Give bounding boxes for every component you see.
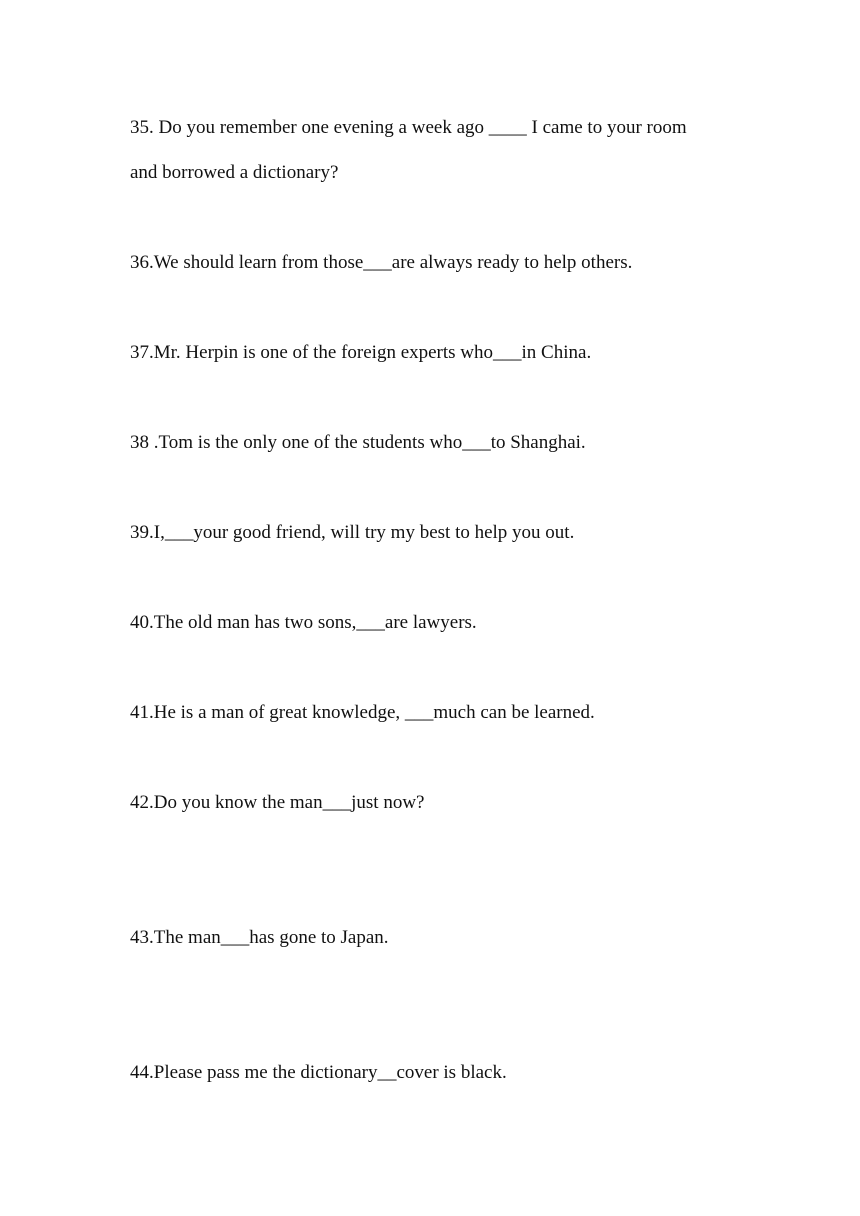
question-42-options-row-1 xyxy=(130,825,770,870)
question-41-stem: 41.He is a man of great knowledge, ___much can be learned. xyxy=(130,702,595,723)
question-37-options xyxy=(130,375,770,420)
question-list xyxy=(130,105,770,1095)
question-43-options-row-2 xyxy=(130,1005,770,1050)
question-44-stem: 44.Please pass me the dictionary__cover is black. xyxy=(130,1062,507,1083)
question-35-stem-line-2: and borrowed a dictionary? xyxy=(130,162,339,183)
question-36-options xyxy=(130,285,770,330)
question-36-stem: 36.We should learn from those___are always ready to help others. xyxy=(130,252,633,273)
question-37-stem: 37.Mr. Herpin is one of the foreign experts who___in China. xyxy=(130,342,592,363)
question-41-options xyxy=(130,735,770,780)
question-40-options xyxy=(130,645,770,690)
question-35-stem-line-1: 35. Do you remember one evening a week ago ____ I came to your room xyxy=(130,117,687,138)
question-42-stem: 42.Do you know the man___just now? xyxy=(130,792,425,813)
question-43-options-row-1 xyxy=(130,960,770,1005)
question-38-stem: 38 .Tom is the only one of the students who___to Shanghai. xyxy=(130,432,586,453)
question-35-options xyxy=(130,195,770,240)
question-39-stem: 39.I,___your good friend, will try my best to help you out. xyxy=(130,522,575,543)
question-40-stem: 40.The old man has two sons,___are lawyers. xyxy=(130,612,477,633)
question-38-options xyxy=(130,465,770,510)
question-39-options xyxy=(130,555,770,600)
question-42-options-row-2 xyxy=(130,870,770,915)
question-43-stem: 43.The man___has gone to Japan. xyxy=(130,927,389,948)
